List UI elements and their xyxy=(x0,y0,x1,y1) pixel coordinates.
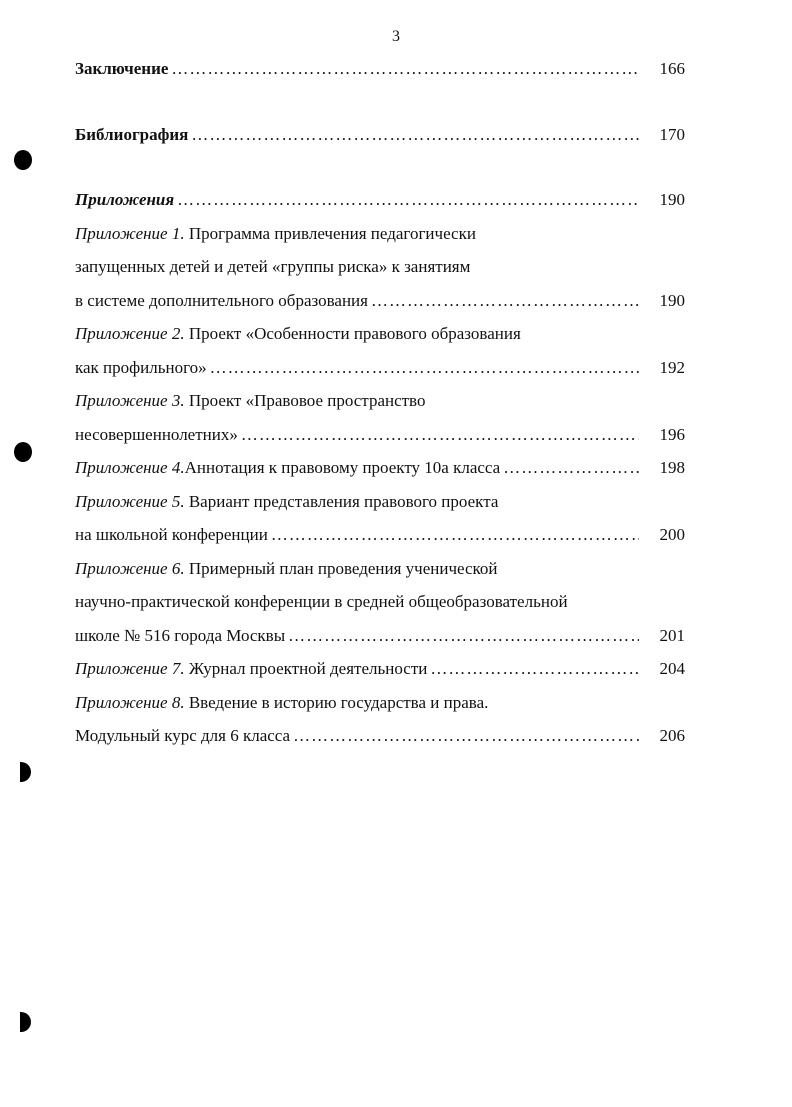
toc-appendix-line xyxy=(75,585,685,619)
toc-appendix-line xyxy=(75,652,685,686)
toc-entry-page: 198 xyxy=(659,458,685,477)
toc-appendix-label: Приложение 7. Журнал проектной деятельности xyxy=(75,659,428,678)
toc-appendix-line xyxy=(75,217,685,251)
toc-appendix-label: школе № 516 города Москвы xyxy=(75,625,286,645)
toc-leader-dots xyxy=(430,652,639,686)
toc-appendix-label: Приложение 6. Примерный план проведения ученической xyxy=(75,558,498,578)
toc-appendix-line xyxy=(75,719,685,753)
toc-appendix-prefix: Приложение 1. xyxy=(75,223,185,243)
toc-entry xyxy=(75,118,685,152)
toc-appendix-line xyxy=(75,418,685,452)
toc-entry-page: 196 xyxy=(659,424,685,444)
toc-appendix-line xyxy=(75,351,685,385)
toc-appendix-line xyxy=(75,284,685,318)
toc-appendix-prefix: Приложение 8. xyxy=(75,692,185,712)
toc-leader-dots xyxy=(191,118,639,152)
toc-entry-page: 201 xyxy=(659,625,685,645)
toc-leader-dots xyxy=(293,719,639,753)
toc-entry-label: Заключение xyxy=(75,59,169,78)
toc-entry xyxy=(75,52,685,86)
toc-leader-dots xyxy=(177,183,639,217)
toc-spacer xyxy=(75,151,685,183)
table-of-contents xyxy=(75,52,685,753)
toc-leader-dots xyxy=(288,619,639,653)
toc-appendix-prefix: Приложение 4. xyxy=(75,458,185,477)
toc-entry-page: 170 xyxy=(659,124,685,144)
toc-entry-page: 204 xyxy=(659,659,685,678)
toc-appendix-label: несовершеннолетних» xyxy=(75,424,238,444)
toc-appendix-line xyxy=(75,451,685,485)
toc-appendix-line xyxy=(75,518,685,552)
toc-appendix-prefix: Приложение 2. xyxy=(75,324,185,343)
page-number: 3 xyxy=(392,28,400,45)
punch-hole xyxy=(14,442,32,462)
toc-appendix-prefix: Приложение 5. xyxy=(75,491,185,511)
punch-hole xyxy=(20,1012,31,1032)
toc-appendix-prefix: Приложение 7. xyxy=(75,659,185,678)
toc-appendix-label: в системе дополнительного образования xyxy=(75,290,368,310)
toc-entry-page: 192 xyxy=(659,357,685,377)
toc-appendix-label: Приложение 5. Вариант представления правового проекта xyxy=(75,491,499,511)
toc-appendix-label: научно-практической конференции в средней общеобразовательной xyxy=(75,592,568,611)
toc-entry-page: 200 xyxy=(659,525,685,544)
toc-appendix-label: как профильного» xyxy=(75,357,207,377)
punch-hole xyxy=(20,762,31,782)
toc-leader-dots xyxy=(371,284,639,318)
toc-entry-label: Приложения xyxy=(75,190,175,209)
toc-entry-page: 190 xyxy=(659,190,685,209)
toc-leader-dots xyxy=(503,451,639,485)
toc-leader-dots xyxy=(241,418,639,452)
toc-appendix-line xyxy=(75,485,685,519)
toc-appendix-label: запущенных детей и детей «группы риска» к занятиям xyxy=(75,257,471,276)
toc-appendix-label: на школьной конференции xyxy=(75,525,268,544)
toc-entry-page: 166 xyxy=(659,59,685,78)
toc-appendix-line xyxy=(75,552,685,586)
toc-appendix-line xyxy=(75,250,685,284)
toc-appendix-label: Приложение 8. Введение в историю государства и права. xyxy=(75,692,489,712)
toc-spacer xyxy=(75,86,685,118)
toc-appendix-line xyxy=(75,686,685,720)
toc-entry-page: 206 xyxy=(659,726,685,745)
toc-appendix-line xyxy=(75,384,685,418)
toc-appendix-prefix: Приложение 6. xyxy=(75,558,185,578)
toc-appendix-label: Приложение 2. Проект «Особенности правового образования xyxy=(75,324,521,343)
toc-appendix-line xyxy=(75,317,685,351)
toc-entry xyxy=(75,183,685,217)
toc-leader-dots xyxy=(210,351,639,385)
toc-leader-dots xyxy=(271,518,639,552)
punch-hole xyxy=(14,150,32,170)
toc-appendix-prefix: Приложение 3. xyxy=(75,391,185,410)
toc-appendix-label: Приложение 1. Программа привлечения педагогически xyxy=(75,223,476,243)
toc-appendix-line xyxy=(75,619,685,653)
toc-entry-label: Библиография xyxy=(75,124,189,144)
toc-appendix-label: Модульный курс для 6 класса xyxy=(75,726,291,745)
toc-appendix-label: Приложение 4.Аннотация к правовому проекту 10а класса xyxy=(75,458,501,477)
toc-appendix-label: Приложение 3. Проект «Правовое пространство xyxy=(75,391,426,410)
toc-leader-dots xyxy=(171,52,639,86)
toc-entry-page: 190 xyxy=(659,290,685,310)
